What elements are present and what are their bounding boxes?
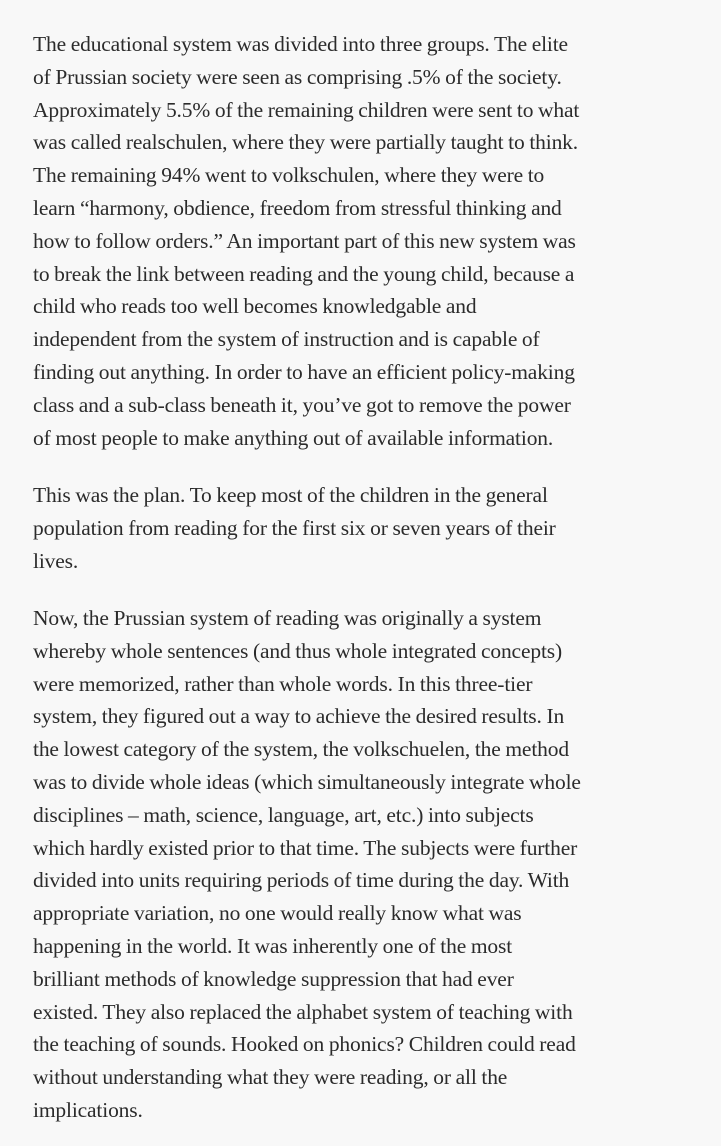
text-line: to break the link between reading and the young child, because a: [33, 261, 575, 286]
text-line: were memorized, rather than whole words. In this three-tier: [33, 671, 533, 696]
paragraph-prussian-reading: [33, 602, 581, 1127]
text-line: implications.: [33, 1097, 143, 1122]
text-line: finding out anything. In order to have an efficient policy-making: [33, 359, 575, 384]
text-line: Now, the Prussian system of reading was originally a system: [33, 606, 542, 630]
text-line: of Prussian society were seen as comprising .5% of the society.: [33, 64, 562, 89]
text-line: whereby whole sentences (and thus whole integrated concepts): [33, 638, 562, 663]
text-line: child who reads too well becomes knowledgable and: [33, 294, 477, 319]
text-line: the teaching of sounds. Hooked on phonics? Children could read: [33, 1032, 576, 1057]
text-line: learn “harmony, obdience, freedom from stressful thinking and: [33, 195, 562, 220]
text-line: brilliant methods of knowledge suppression that had ever: [33, 966, 514, 991]
text-line: class and a sub-class beneath it, you’ve got to remove the power: [33, 392, 571, 417]
text-line: appropriate variation, no one would really know what was: [33, 901, 522, 926]
text-line: Approximately 5.5% of the remaining children were sent to what: [33, 97, 580, 122]
paragraph-educational-system: [33, 28, 579, 454]
text-line: system, they figured out a way to achieve the desired results. In: [33, 704, 565, 729]
text-line: of most people to make anything out of available information.: [33, 425, 554, 450]
text-line: without understanding what they were reading, or all the: [33, 1065, 508, 1090]
text-line: lives.: [33, 548, 79, 573]
text-line: independent from the system of instruction and is capable of: [33, 327, 540, 352]
text-line: The remaining 94% went to volkschulen, where they were to: [33, 163, 545, 188]
text-line: happening in the world. It was inherently one of the most: [33, 933, 513, 958]
text-line: which hardly existed prior to that time. The subjects were further: [33, 835, 578, 860]
text-line: the lowest category of the system, the volkschuelen, the method: [33, 737, 569, 762]
text-line: disciplines – math, science, language, art, etc.) into subjects: [33, 802, 534, 827]
text-line: The educational system was divided into three groups. The elite: [33, 32, 568, 56]
text-line: was called realschulen, where they were partially taught to think.: [33, 130, 578, 155]
text-line: divided into units requiring periods of time during the day. With: [33, 868, 570, 893]
text-line: was to divide whole ideas (which simultaneously integrate whole: [33, 769, 581, 794]
paragraph-the-plan: [33, 479, 556, 577]
text-line: existed. They also replaced the alphabet system of teaching with: [33, 999, 573, 1024]
text-line: population from reading for the first six or seven years of their: [33, 515, 556, 540]
text-line: This was the plan. To keep most of the children in the general: [33, 483, 548, 507]
text-line: how to follow orders.” An important part of this new system was: [33, 228, 576, 253]
